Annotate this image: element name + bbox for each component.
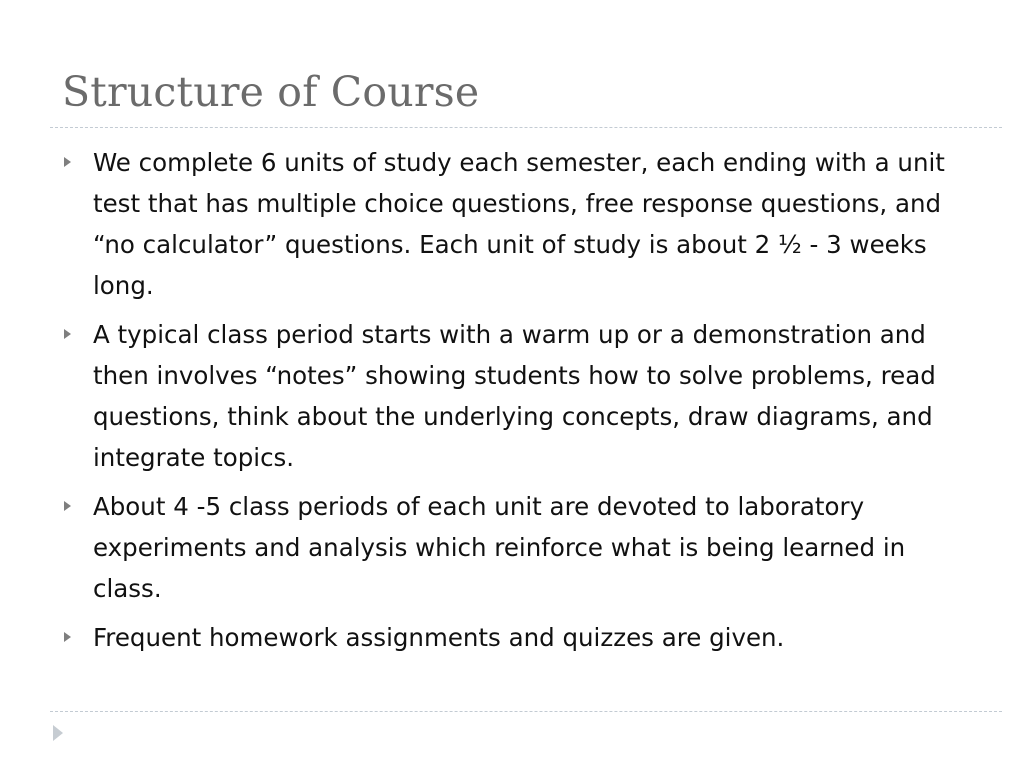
bullet-list bbox=[60, 142, 965, 666]
triangle-bullet-icon bbox=[64, 632, 71, 642]
bullet-text: We complete 6 units of study each semester, each ending with a unit test that has multiple choice questions, free response questions, and “no calculator” questions. Each unit of study is about 2 ½ - 3 weeks long. bbox=[93, 148, 945, 300]
triangle-bullet-icon bbox=[64, 329, 71, 339]
list-item bbox=[60, 142, 965, 306]
triangle-bullet-icon bbox=[64, 501, 71, 511]
list-item bbox=[60, 486, 965, 609]
bullet-text: A typical class period starts with a warm up or a demonstration and then involves “notes” showing students how to solve problems, read questions, think about the underlying concepts, draw diagrams, and integrate topics. bbox=[93, 320, 936, 472]
footer-divider bbox=[50, 711, 1002, 712]
list-item bbox=[60, 617, 965, 658]
list-item bbox=[60, 314, 965, 478]
title-divider bbox=[50, 127, 1002, 128]
bullet-text: Frequent homework assignments and quizzes are given. bbox=[93, 623, 785, 652]
next-slide-arrow-icon[interactable] bbox=[53, 725, 63, 741]
bullet-text: About 4 -5 class periods of each unit are devoted to laboratory experiments and analysis which reinforce what is being learned in class. bbox=[93, 492, 906, 603]
triangle-bullet-icon bbox=[64, 157, 71, 167]
slide-title: Structure of Course bbox=[62, 68, 480, 116]
